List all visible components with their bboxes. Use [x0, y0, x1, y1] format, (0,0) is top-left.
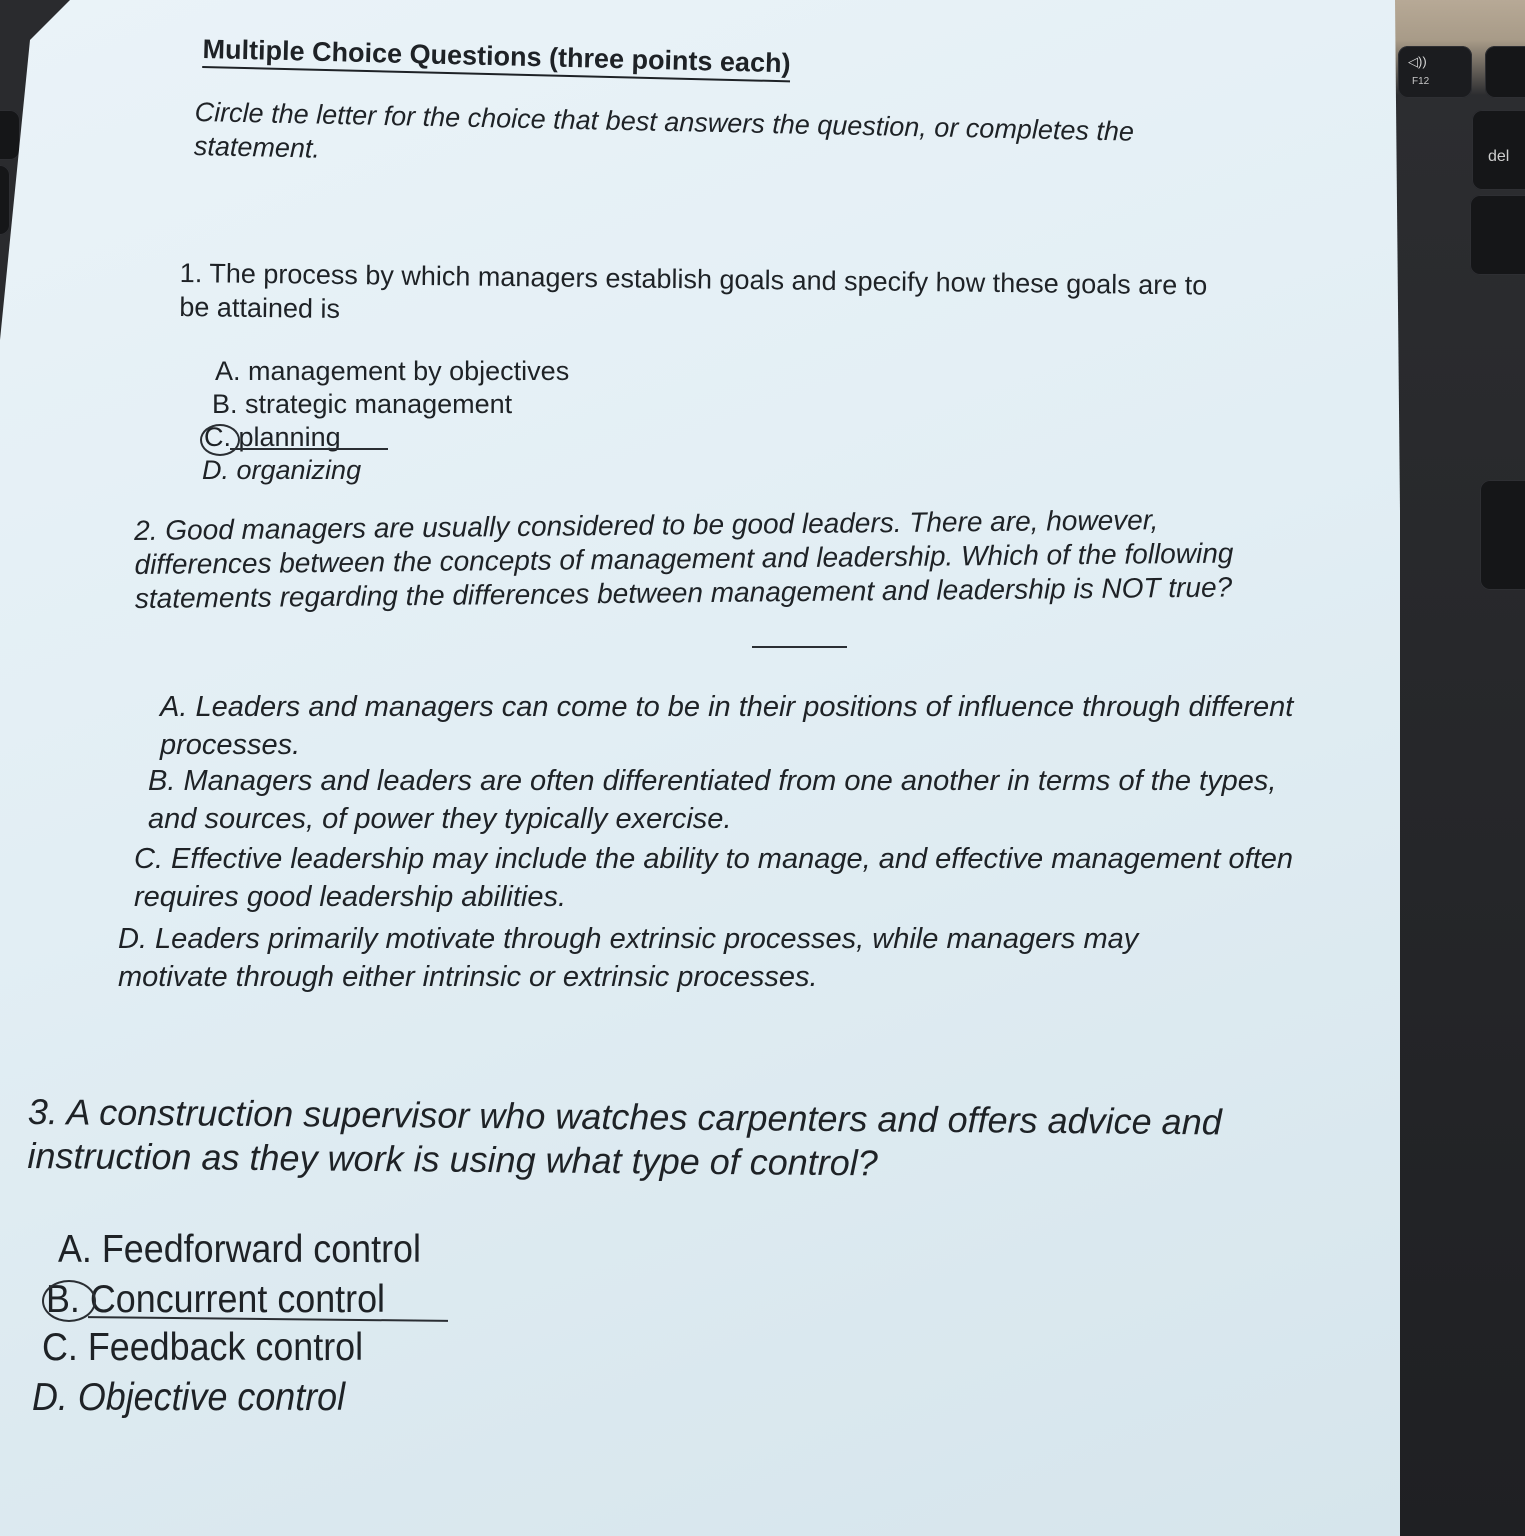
- question-2-option-a: A. Leaders and managers can come to be in their positions of influence through different processes.: [160, 691, 1294, 761]
- not-underline-mark: [752, 646, 847, 648]
- page-title: Multiple Choice Questions (three points each): [202, 34, 791, 82]
- instructions: Circle the letter for the choice that best answers the question, or completes the statement.: [193, 96, 1135, 164]
- keyboard-key: [1480, 480, 1525, 590]
- f12-key: [1398, 46, 1472, 98]
- question-3-option-b: B. Concurrent control: [46, 1278, 386, 1321]
- keyboard-key: [1470, 195, 1525, 275]
- question-1-text: 1. The process by which managers establish goals and specify how these goals are to be attained is: [179, 257, 1208, 324]
- question-3-option-d: D. Objective control: [32, 1376, 346, 1419]
- question-2-text: 2. Good managers are usually considered to be good leaders. There are, however, differences between the concepts of management and leadership. Which of the following statements regarding the differences between management and leadership is NOT true?: [134, 504, 1234, 614]
- answer-circle-mark: [200, 424, 240, 456]
- question-2-option-c: C. Effective leadership may include the ability to manage, and effective management often requires good leadership abilities.: [134, 843, 1294, 913]
- delete-key: [1472, 110, 1525, 190]
- volume-up-icon: ◁)): [1408, 54, 1427, 69]
- question-1-option-d: D. organizing: [202, 455, 362, 485]
- question-1-option-c: C. planning: [204, 422, 341, 452]
- keyboard-key: [1485, 46, 1525, 98]
- question-3-option-c: C. Feedback control: [42, 1326, 364, 1369]
- delete-key-label: del: [1488, 148, 1510, 165]
- f12-key-label: F12: [1412, 76, 1430, 87]
- question-3-text: 3. A construction supervisor who watches carpenters and offers advice and instruction as they work is using what type of control?: [27, 1091, 1222, 1184]
- question-2-option-b: B. Managers and leaders are often differentiated from one another in terms of the types, and sources, of power they typically exercise.: [148, 765, 1277, 835]
- answer-underline-mark: [230, 448, 388, 450]
- question-2-option-d: D. Leaders primarily motivate through extrinsic processes, while managers may motivate through either intrinsic or extrinsic processes.: [118, 923, 1139, 993]
- question-1-option-a: A. management by objectives: [215, 356, 570, 386]
- question-1-option-b: B. strategic management: [212, 389, 513, 419]
- question-3-option-a: A. Feedforward control: [58, 1228, 421, 1271]
